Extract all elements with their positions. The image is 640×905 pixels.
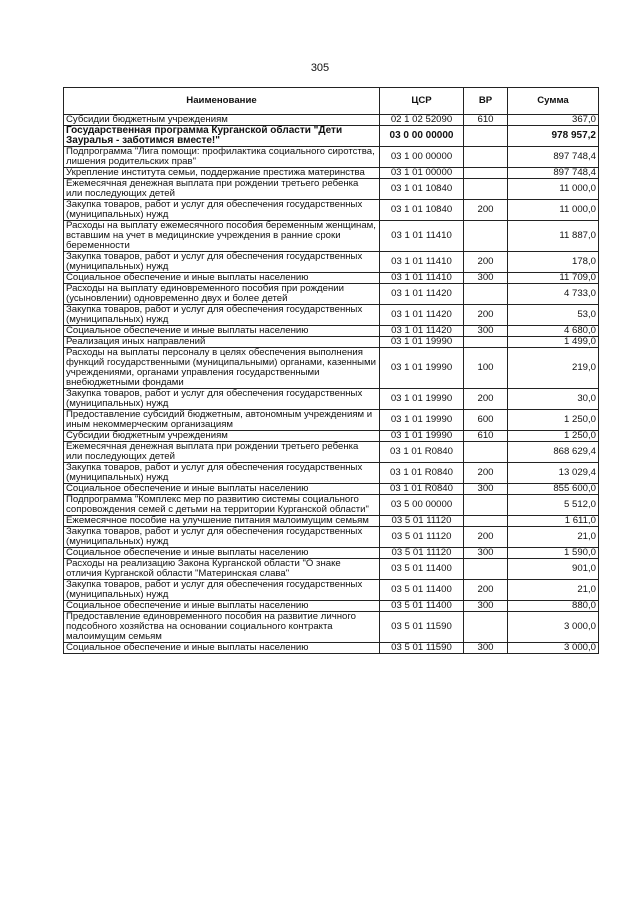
cell-name: Социальное обеспечение и иные выплаты населению xyxy=(64,273,380,284)
cell-sum: 11 709,0 xyxy=(508,273,599,284)
cell-name: Закупка товаров, работ и услуг для обеспечения государственных (муниципальных) нужд xyxy=(64,463,380,484)
table-header xyxy=(64,88,599,115)
cell-csr: 03 0 00 00000 xyxy=(380,126,464,147)
budget-table xyxy=(63,87,599,654)
cell-vr: 200 xyxy=(464,200,508,221)
cell-vr xyxy=(464,442,508,463)
cell-csr: 03 1 01 19990 xyxy=(380,410,464,431)
cell-sum: 901,0 xyxy=(508,559,599,580)
cell-csr: 03 1 01 00000 xyxy=(380,168,464,179)
cell-vr: 200 xyxy=(464,580,508,601)
cell-sum: 1 250,0 xyxy=(508,410,599,431)
cell-vr: 200 xyxy=(464,252,508,273)
cell-sum: 11 000,0 xyxy=(508,200,599,221)
cell-sum: 178,0 xyxy=(508,252,599,273)
cell-vr: 200 xyxy=(464,527,508,548)
table-row xyxy=(64,168,599,179)
cell-sum: 4 680,0 xyxy=(508,326,599,337)
cell-sum: 3 000,0 xyxy=(508,643,599,654)
cell-vr xyxy=(464,147,508,168)
cell-vr: 300 xyxy=(464,273,508,284)
cell-sum: 21,0 xyxy=(508,527,599,548)
cell-csr: 03 5 01 11590 xyxy=(380,612,464,643)
cell-name: Предоставление субсидий бюджетным, автономным учреждениям и иным некоммерческим организациям xyxy=(64,410,380,431)
cell-csr: 03 1 01 11410 xyxy=(380,252,464,273)
cell-csr: 03 1 01 11420 xyxy=(380,326,464,337)
cell-sum: 868 629,4 xyxy=(508,442,599,463)
table-row xyxy=(64,273,599,284)
cell-csr: 03 1 01 11410 xyxy=(380,273,464,284)
cell-sum: 5 512,0 xyxy=(508,495,599,516)
cell-sum: 897 748,4 xyxy=(508,147,599,168)
cell-csr: 03 5 00 00000 xyxy=(380,495,464,516)
cell-csr: 03 1 01 R0840 xyxy=(380,484,464,495)
cell-sum: 11 000,0 xyxy=(508,179,599,200)
table-row xyxy=(64,463,599,484)
cell-name: Субсидии бюджетным учреждениям xyxy=(64,431,380,442)
cell-vr: 300 xyxy=(464,326,508,337)
table-row xyxy=(64,389,599,410)
cell-vr: 610 xyxy=(464,431,508,442)
cell-vr: 200 xyxy=(464,463,508,484)
header-csr: ЦСР xyxy=(380,88,464,115)
cell-vr: 300 xyxy=(464,601,508,612)
cell-vr xyxy=(464,179,508,200)
table-row xyxy=(64,442,599,463)
table-row xyxy=(64,147,599,168)
cell-name: Закупка товаров, работ и услуг для обеспечения государственных (муниципальных) нужд xyxy=(64,527,380,548)
cell-sum: 1 590,0 xyxy=(508,548,599,559)
cell-name: Закупка товаров, работ и услуг для обеспечения государственных (муниципальных) нужд xyxy=(64,580,380,601)
cell-name: Закупка товаров, работ и услуг для обеспечения государственных (муниципальных) нужд xyxy=(64,200,380,221)
cell-csr: 02 1 02 52090 xyxy=(380,115,464,126)
cell-vr: 300 xyxy=(464,643,508,654)
cell-csr: 03 1 01 R0840 xyxy=(380,463,464,484)
cell-name: Социальное обеспечение и иные выплаты населению xyxy=(64,326,380,337)
cell-sum: 855 600,0 xyxy=(508,484,599,495)
table-row xyxy=(64,221,599,252)
cell-name: Закупка товаров, работ и услуг для обеспечения государственных (муниципальных) нужд xyxy=(64,389,380,410)
cell-name: Расходы на выплаты персоналу в целях обеспечения выполнения функций государственными (муниципальными) органами, казенными учреждениями, органами управления государственными внебюджетными фондами xyxy=(64,348,380,389)
table-row xyxy=(64,516,599,527)
table-row xyxy=(64,126,599,147)
cell-name: Ежемесячная денежная выплата при рождении третьего ребенка или последующих детей xyxy=(64,442,380,463)
cell-name: Предоставление единовременного пособия на развитие личного подсобного хозяйства на основании социального контракта малоимущим семьям xyxy=(64,612,380,643)
cell-sum: 1 499,0 xyxy=(508,337,599,348)
cell-vr xyxy=(464,221,508,252)
cell-name: Расходы на выплату ежемесячного пособия беременным женщинам, вставшим на учет в медицинские учреждения в ранние сроки беременности xyxy=(64,221,380,252)
cell-sum: 13 029,4 xyxy=(508,463,599,484)
table-row xyxy=(64,348,599,389)
cell-csr: 03 1 01 19990 xyxy=(380,337,464,348)
cell-sum: 11 887,0 xyxy=(508,221,599,252)
cell-name: Социальное обеспечение и иные выплаты населению xyxy=(64,548,380,559)
table-row xyxy=(64,612,599,643)
cell-vr xyxy=(464,126,508,147)
cell-sum: 897 748,4 xyxy=(508,168,599,179)
cell-csr: 03 5 01 11400 xyxy=(380,559,464,580)
table-row xyxy=(64,305,599,326)
cell-csr: 03 5 01 11120 xyxy=(380,516,464,527)
table-row xyxy=(64,495,599,516)
table-row xyxy=(64,410,599,431)
table-row xyxy=(64,115,599,126)
cell-vr xyxy=(464,495,508,516)
cell-csr: 03 5 01 11120 xyxy=(380,527,464,548)
cell-name: Подпрограмма "Лига помощи: профилактика социального сиротства, лишения родительских прав" xyxy=(64,147,380,168)
header-vr: ВР xyxy=(464,88,508,115)
table-row xyxy=(64,484,599,495)
table-row xyxy=(64,284,599,305)
cell-csr: 03 1 01 11410 xyxy=(380,221,464,252)
cell-vr: 600 xyxy=(464,410,508,431)
cell-sum: 880,0 xyxy=(508,601,599,612)
table-row xyxy=(64,252,599,273)
cell-name: Закупка товаров, работ и услуг для обеспечения государственных (муниципальных) нужд xyxy=(64,252,380,273)
cell-csr: 03 1 01 19990 xyxy=(380,389,464,410)
cell-vr: 610 xyxy=(464,115,508,126)
cell-vr xyxy=(464,168,508,179)
cell-name: Расходы на выплату единовременного пособия при рождении (усыновлении) одновременно двух и более детей xyxy=(64,284,380,305)
table-row xyxy=(64,601,599,612)
cell-sum: 4 733,0 xyxy=(508,284,599,305)
cell-sum: 3 000,0 xyxy=(508,612,599,643)
cell-csr: 03 1 01 11420 xyxy=(380,284,464,305)
header-row xyxy=(64,88,599,115)
header-sum: Сумма xyxy=(508,88,599,115)
cell-csr: 03 5 01 11400 xyxy=(380,580,464,601)
cell-csr: 03 1 00 00000 xyxy=(380,147,464,168)
table-row xyxy=(64,179,599,200)
cell-vr xyxy=(464,559,508,580)
cell-sum: 978 957,2 xyxy=(508,126,599,147)
cell-name: Подпрограмма "Комплекс мер по развитию системы социального сопровождения семей с детьми на территории Курганской области" xyxy=(64,495,380,516)
cell-csr: 03 1 01 10840 xyxy=(380,200,464,221)
cell-sum: 219,0 xyxy=(508,348,599,389)
table-row xyxy=(64,431,599,442)
cell-name: Ежемесячное пособие на улучшение питания малоимущим семьям xyxy=(64,516,380,527)
cell-name: Социальное обеспечение и иные выплаты населению xyxy=(64,643,380,654)
table-row xyxy=(64,527,599,548)
cell-name: Социальное обеспечение и иные выплаты населению xyxy=(64,601,380,612)
cell-sum: 53,0 xyxy=(508,305,599,326)
table-body xyxy=(64,115,599,654)
table-row xyxy=(64,643,599,654)
table-row xyxy=(64,200,599,221)
cell-name: Субсидии бюджетным учреждениям xyxy=(64,115,380,126)
cell-vr xyxy=(464,612,508,643)
table-row xyxy=(64,548,599,559)
cell-name: Расходы на реализацию Закона Курганской области "О знаке отличия Курганской области "Материнская слава" xyxy=(64,559,380,580)
cell-sum: 367,0 xyxy=(508,115,599,126)
cell-vr: 100 xyxy=(464,348,508,389)
cell-vr: 300 xyxy=(464,484,508,495)
cell-vr: 200 xyxy=(464,305,508,326)
cell-csr: 03 1 01 19990 xyxy=(380,431,464,442)
cell-sum: 30,0 xyxy=(508,389,599,410)
cell-csr: 03 1 01 10840 xyxy=(380,179,464,200)
cell-name: Государственная программа Курганской области "Дети Зауралья - заботимся вместе!" xyxy=(64,126,380,147)
table-row xyxy=(64,326,599,337)
cell-vr xyxy=(464,284,508,305)
cell-csr: 03 5 01 11590 xyxy=(380,643,464,654)
cell-csr: 03 5 01 11120 xyxy=(380,548,464,559)
table-row xyxy=(64,559,599,580)
cell-name: Закупка товаров, работ и услуг для обеспечения государственных (муниципальных) нужд xyxy=(64,305,380,326)
cell-name: Реализация иных направлений xyxy=(64,337,380,348)
cell-vr: 300 xyxy=(464,548,508,559)
cell-sum: 1 611,0 xyxy=(508,516,599,527)
cell-sum: 1 250,0 xyxy=(508,431,599,442)
cell-name: Ежемесячная денежная выплата при рождении третьего ребенка или последующих детей xyxy=(64,179,380,200)
cell-vr xyxy=(464,516,508,527)
cell-sum: 21,0 xyxy=(508,580,599,601)
header-name: Наименование xyxy=(64,88,380,115)
cell-csr: 03 1 01 11420 xyxy=(380,305,464,326)
cell-vr xyxy=(464,337,508,348)
table-row xyxy=(64,580,599,601)
cell-name: Укрепление института семьи, поддержание престижа материнства xyxy=(64,168,380,179)
page-number: 305 xyxy=(310,62,330,74)
cell-csr: 03 1 01 19990 xyxy=(380,348,464,389)
table-row xyxy=(64,337,599,348)
cell-csr: 03 1 01 R0840 xyxy=(380,442,464,463)
cell-name: Социальное обеспечение и иные выплаты населению xyxy=(64,484,380,495)
cell-vr: 200 xyxy=(464,389,508,410)
cell-csr: 03 5 01 11400 xyxy=(380,601,464,612)
